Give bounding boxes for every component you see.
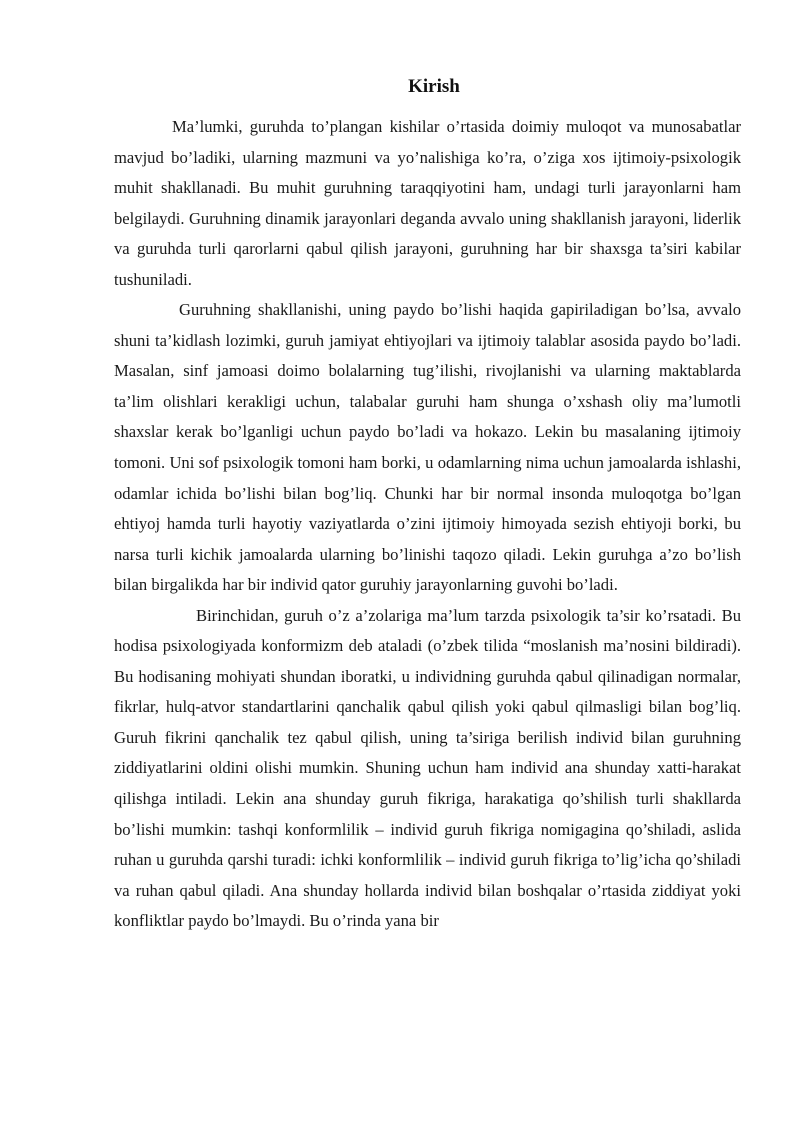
paragraph-1: Ma’lumki, guruhda to’plangan kishilar o’rtasida doimiy muloqot va munosabatlar mavjud bo’ladiki, ularning mazmuni va yo’nalishiga ko’ra, o’ziga xos ijtimoiy-psixologik muhit shakllanadi. Bu muhit guruhning taraqqiyotini ham, undagi turli jarayonlarni ham belgilaydi. Guruhning dinamik jarayonlari deganda avvalo uning shakllanish jarayoni, liderlik va guruhda turli qarorlarni qabul qilish jarayoni, guruhning har bir shaxsga ta’siri kabilar tushuniladi. <box>114 117 741 289</box>
document-body <box>114 112 741 937</box>
paragraph-3: Birinchidan, guruh o’z a’zolariga ma’lum tarzda psixologik ta’sir ko’rsatadi. Bu hodisa psixologiyada konformizm deb ataladi (o’zbek tilida “moslanish ma’nosini bildiradi). Bu hodisaning mohiyati shundan iboratki, u individning guruhda qabul qilinadigan normalar, fikrlar, hulq-atvor standartlarini qanchalik qabul qilish yoki qabul qilmasligi bilan bog’liq. Guruh fikrini qanchalik tez qabul qilish, uning ta’siriga berilish individ bilan guruhning ziddiyatlarini oldini olishi mumkin. Shuning uchun ham individ ana shunday xatti-harakat qilishga intiladi. Lekin ana shunday guruh fikriga, harakatiga qo’shilish turli shakllarda bo’lishi mumkin: tashqi konformlilik – individ guruh fikriga nomigagina qo’shiladi, aslida ruhan u guruhda qarshi turadi: ichki konformlilik – individ guruh fikriga to’lig’icha qo’shiladi va ruhan qabul qiladi. Ana shunday hollarda individ bilan boshqalar o’rtasida ziddiyat yoki konfliktlar paydo bo’lmaydi. Bu o’rinda yana bir <box>114 605 741 931</box>
document-title: Kirish <box>408 76 460 97</box>
paragraph-2: Guruhning shakllanishi, uning paydo bo’lishi haqida gapiriladigan bo’lsa, avvalo shuni ta’kidlash lozimki, guruh jamiyat ehtiyojlari va ijtimoiy talablar asosida paydo bo’ladi. Masalan, sinf jamoasi doimo bolalarning tug’ilishi, rivojlanishi va ularning maktablarda ta’lim olishlari kerakligi uchun, talabalar guruhi ham shunga o’xshash oliy ma’lumotli shaxslar kerak bo’lganligi uchun paydo bo’ladi va hokazo. Lekin bu masalaning ijtimoiy tomoni. Uni sof psixologik tomoni ham borki, u odamlarning nima uchun jamoalarda ishlashi, odamlar ichida bo’lishi bilan bog’liq. Chunki har bir normal insonda muloqotga bo’lgan ehtiyoj hamda turli hayotiy vaziyatlarda o’zini ijtimoiy himoyada sezish ehtiyoji borki, bu narsa turli kichik jamoalarda ularning bo’linishi taqozo qiladi. Lekin guruhga a’zo bo’lish bilan birgalikda har bir individ qator guruhiy jarayonlarning guvohi bo’ladi. <box>114 300 741 595</box>
